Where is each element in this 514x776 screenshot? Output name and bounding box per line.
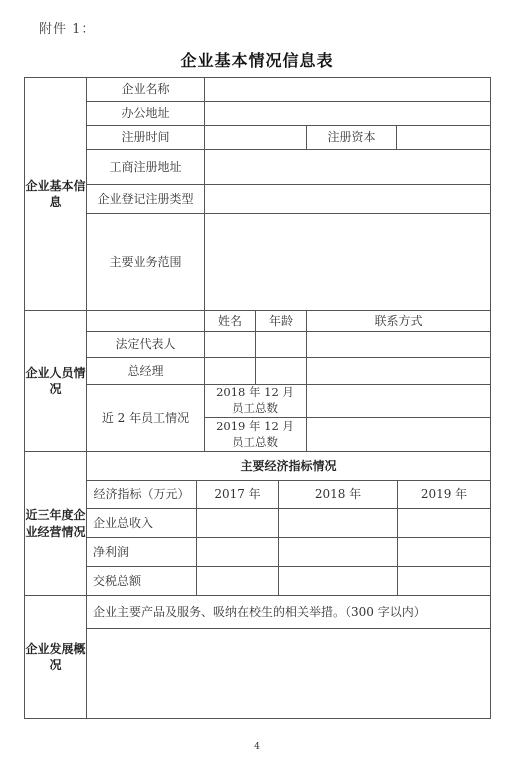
col-indicator: 经济指标（万元） xyxy=(93,487,190,502)
label-registration-type: 企业登记注册类型 xyxy=(97,191,194,206)
label-legal-representative: 法定代表人 xyxy=(115,337,176,352)
section-development: 企业发展概况 xyxy=(25,641,86,672)
row-net-profit: 净利润 xyxy=(93,544,130,559)
col-year-2019: 2019 年 xyxy=(420,487,468,502)
label-employees: 近 2 年员工情况 xyxy=(101,410,190,425)
row-total-revenue: 企业总收入 xyxy=(93,515,154,530)
label-registration-address: 工商注册地址 xyxy=(109,159,182,174)
section-personnel: 企业人员情况 xyxy=(25,365,86,396)
col-age: 年龄 xyxy=(268,313,293,328)
label-employees-2018: 2018 年 12 月员工总数 xyxy=(216,385,294,415)
development-note: 企业主要产品及服务、吸纳在校生的相关举措。（300 字以内） xyxy=(93,604,426,619)
label-registration-time: 注册时间 xyxy=(121,130,170,145)
col-name: 姓名 xyxy=(217,313,242,328)
section-operations: 近三年度企业经营情况 xyxy=(25,508,86,539)
label-registered-capital: 注册资本 xyxy=(327,130,376,145)
label-company-name: 企业名称 xyxy=(121,82,170,97)
label-office-address: 办公地址 xyxy=(121,106,170,121)
operations-header: 主要经济指标情况 xyxy=(240,458,337,473)
section-basic-info: 企业基本信息 xyxy=(25,178,86,209)
label-business-scope: 主要业务范围 xyxy=(109,254,182,269)
page-number: 4 xyxy=(254,742,260,752)
label-employees-2019: 2019 年 12 月员工总数 xyxy=(216,418,294,449)
form-title: 企业基本情况信息表 xyxy=(180,51,334,70)
col-contact: 联系方式 xyxy=(374,313,423,328)
col-year-2018: 2018 年 xyxy=(314,487,362,502)
row-total-tax: 交税总额 xyxy=(93,573,142,588)
attachment-label: 附件 1： xyxy=(39,22,96,37)
label-general-manager: 总经理 xyxy=(127,363,164,378)
col-year-2017: 2017 年 xyxy=(214,487,261,502)
